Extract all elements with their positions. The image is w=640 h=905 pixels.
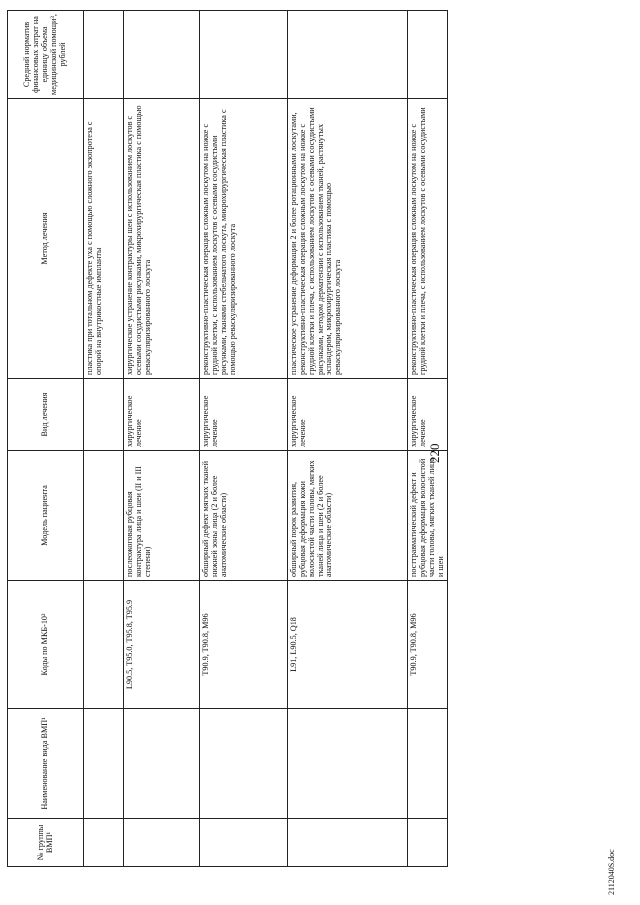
header-row (8, 11, 84, 867)
cell-treatment-type (84, 379, 124, 451)
header-treatment-method: Метод лечения (8, 99, 84, 379)
cell-treatment-type: хирургическое лечение (124, 379, 200, 451)
cell-icd-codes: T90.9, T90.8, M96 (200, 581, 288, 709)
cell-patient-model: послеожоговая рубцовая контрактура лица и шеи (II и III степени) (124, 451, 200, 581)
cell-icd-codes (84, 581, 124, 709)
cell-group-number (84, 819, 124, 867)
cell-patient-model: посттравматический дефект и рубцовая деформация волосистой части головы, мягких тканей лица и шеи (408, 451, 448, 581)
cell-cost-norm (408, 11, 448, 99)
footer-filename: 2112040S.doc (607, 849, 616, 895)
cell-treatment-method: хирургическое устранение контрактуры шеи с использованием лоскутов с осевыми сосудистыми рисунками, микрохирургическая пластика с помощью реваскуляризированного лоскута (124, 99, 200, 379)
cell-cost-norm (200, 11, 288, 99)
cell-treatment-method: реконструктивно-пластическая операция сложным лоскутом на ножке с грудной клетки и плеча, с использованием лоскутов с осевыми сосудистыми (408, 99, 448, 379)
cell-group-number (288, 819, 408, 867)
header-cost-norm: Средний норматив финансовых затрат на единицу объема медицинской помощи³, рублей (8, 11, 84, 99)
table-row (288, 11, 408, 867)
header-vmp-name: Наименование вида ВМП¹ (8, 709, 84, 819)
cell-group-number (408, 819, 448, 867)
table-row (84, 11, 124, 867)
cell-vmp-name (288, 709, 408, 819)
cell-treatment-type: хирургическое лечение (408, 379, 448, 451)
cell-vmp-name (84, 709, 124, 819)
cell-cost-norm (124, 11, 200, 99)
cell-vmp-name (408, 709, 448, 819)
table-row (408, 11, 448, 867)
cell-treatment-method: реконструктивно-пластическая операция сложным лоскутом на ножке с грудной клетки, с использованием лоскутов с осевыми сосудистыми рисунками, тканями стебельчатого лоскута, микрохирургическая пластика с помощью реваскуляризированного лоскута (200, 99, 288, 379)
cell-vmp-name (200, 709, 288, 819)
page-number: 220 (427, 443, 442, 463)
header-group-number: № группы ВМП¹ (8, 819, 84, 867)
cell-treatment-method: пластика при тотальном дефекте уха с помощью сложного экзопротеза с опорой на внутрикостные импланты (84, 99, 124, 379)
cell-treatment-type: хирургическое лечение (288, 379, 408, 451)
cell-icd-codes: L91, L90.5, Q18 (288, 581, 408, 709)
cell-group-number (200, 819, 288, 867)
cell-patient-model: обширный дефект мягких тканей нижней зоны лица (2 и более анатомические области) (200, 451, 288, 581)
cell-cost-norm (288, 11, 408, 99)
cell-icd-codes: L90.5, T95.0, T95.8, T95.9 (124, 581, 200, 709)
header-patient-model: Модель пациента (8, 451, 84, 581)
header-icd-codes: Коды по МКБ-10² (8, 581, 84, 709)
table-row (124, 11, 200, 867)
cell-cost-norm (84, 11, 124, 99)
cell-group-number (124, 819, 200, 867)
cell-patient-model (84, 451, 124, 581)
cell-treatment-method: пластическое устранение деформации 2 и более ротационными лоскутами, реконструктивно-пластическая операция сложным лоскутом на ножке с грудной клетки и плеча, с использованием лоскутов с осевыми сосудистыми рисунками, методом дерматензии с использованием тканей, растянутых эспандером, микрохирургическая пластика с помощью реваскуляризированного лоскута (288, 99, 408, 379)
header-treatment-type: Вид лечения (8, 379, 84, 451)
vmp-table (7, 10, 448, 867)
cell-treatment-type: хирургическое лечение (200, 379, 288, 451)
cell-vmp-name (124, 709, 200, 819)
cell-icd-codes: T90.9, T90.8, M96 (408, 581, 448, 709)
cell-patient-model: обширный порок развития, рубцовая деформация кожи волосистой части головы, мягких тканей лица и шеи (2 и более анатомические области) (288, 451, 408, 581)
table-row (200, 11, 288, 867)
